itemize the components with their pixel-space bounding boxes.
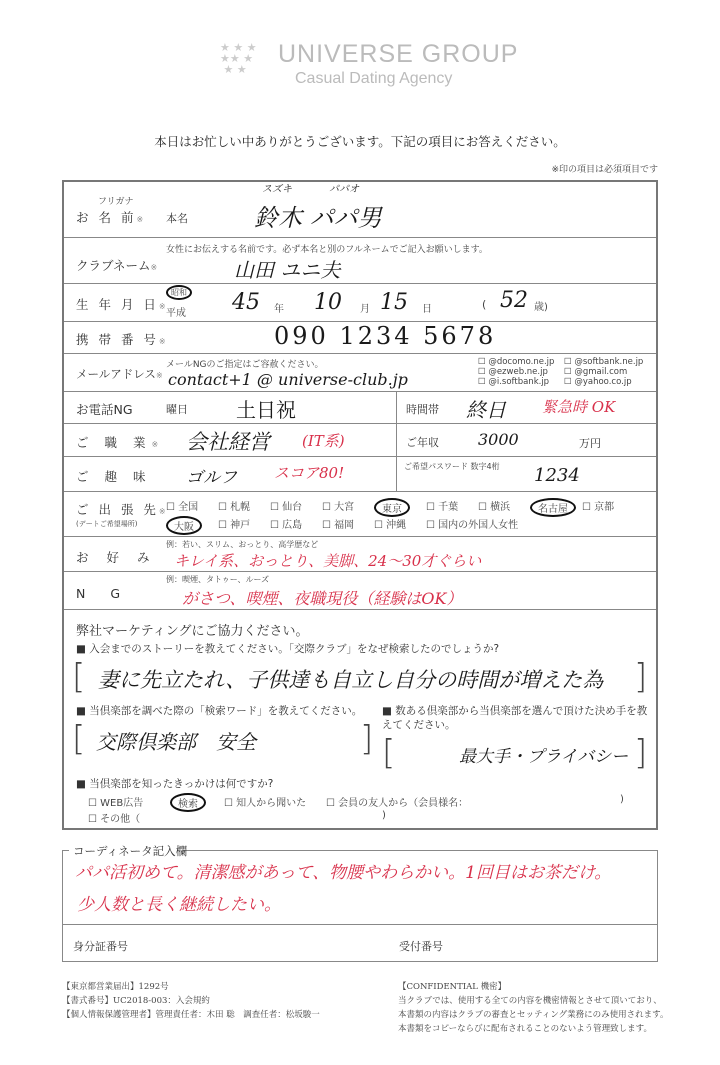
- marketing-section: [64, 610, 656, 830]
- name-label: お 名 前: [76, 210, 137, 225]
- bracket-close: ]: [634, 657, 648, 697]
- domain-docomo[interactable]: ☐ @docomo.ne.jp: [478, 357, 555, 367]
- confidential-line: 本書類をコピーならびに配布されることのないよう管理致します。: [398, 1024, 652, 1034]
- club-name-value[interactable]: 山田 ユニ夫: [234, 258, 341, 282]
- travel-option-selected[interactable]: 大阪: [166, 516, 202, 535]
- travel-option-selected[interactable]: 東京: [374, 498, 410, 517]
- intro-text: 本日はお忙しい中ありがとうございます。下記の項目にお答えください。: [154, 134, 566, 149]
- time-note[interactable]: 緊急時 OK: [542, 398, 616, 416]
- row-birthdate: [64, 284, 656, 322]
- source-web-ad[interactable]: ☐ WEB広告: [88, 798, 144, 809]
- time-value[interactable]: 終日: [466, 398, 506, 422]
- question-story: ■ 入会までのストーリーを教えてください。「交際クラブ」をなぜ検索したのでしょうか?: [76, 643, 500, 655]
- time-label: 時間帯: [406, 403, 439, 416]
- ng-value[interactable]: がさつ、喫煙、夜職現役（経験はOK）: [182, 589, 463, 608]
- question-deciding-factor: ■ 数ある倶楽部から当倶楽部を選んで頂けた決め手を教えてください。: [382, 705, 648, 731]
- confidential-line: 本書類の内容はクラブの審査とセッティング業務にのみ使用されます。: [398, 1010, 669, 1020]
- id-number-label: 身分証番号: [73, 940, 128, 953]
- mobile-label: 携 帯 番 号: [76, 332, 159, 347]
- ng-label: N G: [76, 586, 121, 601]
- password-label: ご希望パスワード 数字4桁: [404, 462, 500, 471]
- marketing-title: 弊社マーケティングにご協力ください。: [76, 624, 309, 639]
- answer-deciding-factor[interactable]: 最大手・プライバシー: [459, 747, 629, 767]
- travel-option[interactable]: ☐ 沖縄: [374, 520, 407, 531]
- reception-number-label: 受付番号: [399, 940, 443, 953]
- travel-sub-label: (デートご希望場所): [76, 520, 138, 528]
- bracket-open: [: [72, 719, 86, 759]
- row-mobile: [64, 322, 656, 354]
- row-preference: [64, 537, 656, 572]
- source-search-selected[interactable]: 検索: [170, 793, 206, 812]
- row-phone-ng: [64, 392, 656, 424]
- travel-option[interactable]: ☐ 神戸: [218, 520, 251, 531]
- day-value[interactable]: 土日祝: [236, 398, 296, 422]
- row-ng: [64, 572, 656, 610]
- income-unit: 万円: [579, 437, 601, 450]
- day-unit: 日: [422, 304, 432, 315]
- logo-main: UNIVERSE GROUP: [278, 40, 519, 68]
- domain-gmail[interactable]: ☐ @gmail.com: [564, 367, 628, 377]
- source-other[interactable]: ☐ その他（: [88, 814, 141, 825]
- row-club-name: [64, 238, 656, 284]
- domain-isoftbank[interactable]: ☐ @i.softbank.jp: [478, 377, 550, 387]
- travel-option[interactable]: ☐ 全国: [166, 502, 199, 513]
- domain-yahoo[interactable]: ☐ @yahoo.co.jp: [564, 377, 632, 387]
- furigana-first[interactable]: パパオ: [329, 184, 359, 195]
- travel-option-selected[interactable]: 名古屋: [530, 498, 576, 517]
- age-unit: 歳): [534, 302, 548, 313]
- travel-option[interactable]: ☐ 仙台: [270, 502, 303, 513]
- domain-softbank[interactable]: ☐ @softbank.ne.jp: [564, 357, 644, 367]
- required-mark: ※: [158, 337, 169, 346]
- footer-privacy-manager: 【個人情報保護管理者】管理責任者：木田 聡 調査任者：松坂駿一: [62, 1010, 320, 1020]
- confidential-title: 【CONFIDENTIAL 機密】: [398, 982, 507, 992]
- travel-option[interactable]: ☐ 福岡: [322, 520, 355, 531]
- email-label: メールアドレス: [76, 367, 156, 381]
- birth-month[interactable]: 10: [314, 290, 342, 315]
- required-mark: ※: [158, 302, 169, 311]
- real-name-value[interactable]: 鈴木 パパ男: [254, 204, 382, 232]
- required-mark: ※: [155, 371, 163, 380]
- hobby-label: ご 趣 味: [76, 469, 152, 484]
- row-name: [64, 182, 656, 238]
- required-mark: ※: [136, 215, 147, 224]
- required-mark: ※: [151, 440, 165, 449]
- email-note: メールNGのご指定はご容赦ください。: [166, 360, 324, 370]
- real-name-label: 本名: [166, 212, 188, 225]
- era-heisei[interactable]: 平成: [166, 308, 186, 319]
- ng-example: 例：喫煙、タトゥー、ルーズ: [166, 575, 270, 584]
- mobile-value[interactable]: 090 1234 5678: [274, 322, 497, 350]
- row-job: [64, 424, 656, 457]
- age-open: (: [482, 298, 487, 311]
- footer-left: [62, 980, 320, 1022]
- birth-year[interactable]: 45: [232, 290, 260, 315]
- phone-ng-label: お電話NG: [76, 402, 133, 417]
- source-member-friend[interactable]: ☐ 会員の友人から（会員様名：: [326, 798, 469, 809]
- stars-icon: ★ ★ ★ ★★ ★ ★ ★: [220, 41, 257, 76]
- coordinator-note-line1[interactable]: パパ活初めて。清潔感があって、物腰やわらかい。1回目はお茶だけ。: [75, 863, 612, 883]
- birth-label: 生 年 月 日: [76, 297, 159, 312]
- source-close: ): [620, 794, 624, 805]
- club-name-label: クラブネーム: [76, 258, 151, 273]
- bracket-close: ]: [360, 719, 374, 759]
- password-value[interactable]: 1234: [534, 465, 580, 486]
- job-note[interactable]: (IT系): [302, 432, 345, 450]
- year-unit: 年: [274, 304, 284, 315]
- question-source: ■ 当倶楽部を知ったきっかけは何ですか?: [76, 778, 274, 790]
- preference-example: 例：若い、スリム、おっとり、高学歴など: [166, 540, 319, 549]
- required-note: ※印の項目は必須項目です: [551, 165, 658, 175]
- hobby-value[interactable]: ゴルフ: [186, 468, 237, 488]
- month-unit: 月: [360, 304, 370, 315]
- bracket-close: ]: [634, 733, 648, 773]
- day-label: 曜日: [166, 403, 188, 416]
- furigana-last[interactable]: スズキ: [262, 184, 292, 195]
- required-mark: ※: [158, 507, 169, 516]
- travel-option[interactable]: ☐ 横浜: [478, 502, 511, 513]
- birth-day[interactable]: 15: [380, 290, 408, 315]
- travel-option[interactable]: ☐ 国内の外国人女性: [426, 520, 519, 531]
- travel-option[interactable]: ☐ 広島: [270, 520, 303, 531]
- footer-license: 【東京都営業届出】1292号: [62, 982, 169, 992]
- application-form: [62, 180, 658, 830]
- source-acquaintance[interactable]: ☐ 知人から聞いた: [224, 798, 307, 809]
- travel-label: ご 出 張 先: [76, 502, 159, 517]
- row-travel: [64, 492, 656, 537]
- job-value[interactable]: 会社経営: [186, 430, 270, 454]
- domain-ezweb[interactable]: ☐ @ezweb.ne.jp: [478, 367, 548, 377]
- bracket-open: [: [382, 733, 396, 773]
- question-search-word: ■ 当倶楽部を調べた際の「検索ワード」を教えてください。: [76, 705, 363, 717]
- email-value[interactable]: contact+1 @ universe-club.jp: [168, 370, 408, 389]
- coordinator-note-line2[interactable]: 少人数と長く継続したい。: [77, 895, 281, 915]
- preference-value[interactable]: キレイ系、おっとり、美脚、24～30才ぐらい: [174, 552, 482, 570]
- footer-right: [398, 980, 668, 1036]
- coordinator-box: [62, 844, 658, 962]
- income-label: ご年収: [406, 436, 439, 449]
- income-value[interactable]: 3000: [478, 430, 519, 449]
- row-email: [64, 354, 656, 392]
- travel-option[interactable]: ☐ 札幌: [218, 502, 251, 513]
- furigana-label: フリガナ: [98, 197, 134, 207]
- logo-sub: Casual Dating Agency: [295, 70, 453, 87]
- other-close: ): [382, 810, 386, 821]
- coordinator-title: コーディネータ記入欄: [73, 844, 188, 858]
- answer-search-word[interactable]: 交際倶楽部 安全: [96, 730, 256, 754]
- travel-option[interactable]: ☐ 千葉: [426, 502, 459, 513]
- bracket-open: [: [72, 657, 86, 697]
- answer-story[interactable]: 妻に先立たれ、子供達も自立し自分の時間が増えた為: [98, 668, 604, 692]
- row-hobby: [64, 457, 656, 492]
- required-mark: ※: [150, 263, 158, 272]
- travel-option[interactable]: ☐ 大宮: [322, 502, 355, 513]
- era-showa-selected[interactable]: 昭和: [166, 285, 192, 300]
- footer-form-number: 【書式番号】UC2018-003：入会規約: [62, 996, 210, 1006]
- divider: [396, 392, 397, 492]
- logo: [220, 40, 520, 90]
- preference-label: お 好 み: [76, 550, 157, 565]
- job-label: ご 職 業: [76, 435, 152, 450]
- confidential-line: 当クラブでは、使用する全ての内容を機密情報とさせて頂いており、: [398, 996, 662, 1006]
- travel-option[interactable]: ☐ 京都: [582, 502, 615, 513]
- hobby-note[interactable]: スコア80!: [274, 464, 345, 482]
- club-name-note: 女性にお伝えする名前です。必ず本名と別のフルネームでご記入お願いします。: [166, 245, 488, 255]
- age-value[interactable]: 52: [500, 288, 528, 313]
